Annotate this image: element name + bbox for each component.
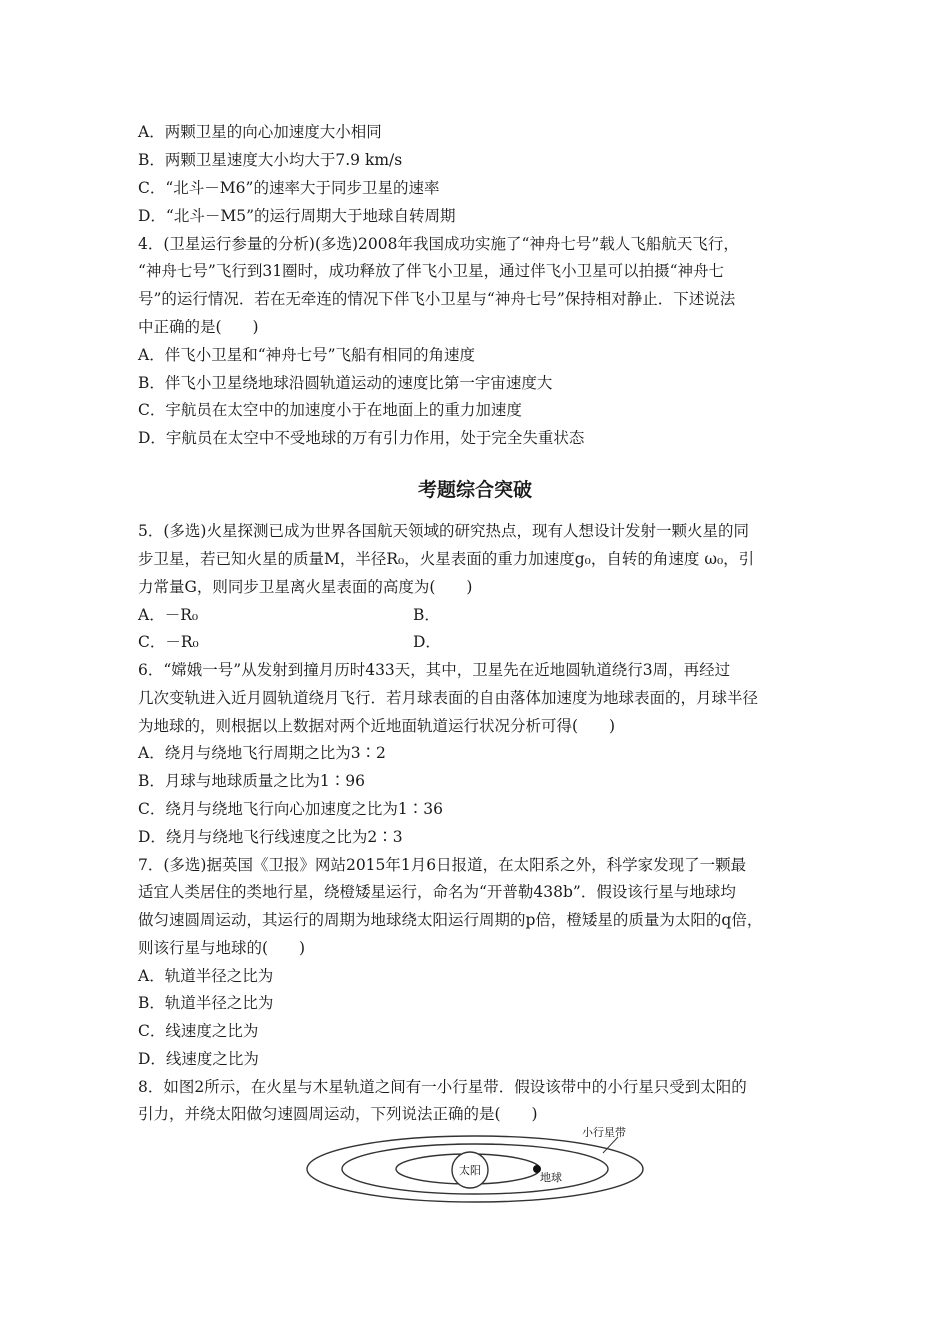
q3-option-c: C．“北斗－M6”的速率大于同步卫星的速率 (138, 179, 440, 197)
q5-option-b: B． (413, 606, 440, 624)
q8-stem-line-1: 8．如图2所示，在火星与木星轨道之间有一小行星带．假设该带中的小行星只受到太阳的 (138, 1078, 747, 1096)
q5-option-d: D． (413, 633, 441, 651)
q7-option-b: B．轨道半径之比为 (138, 994, 274, 1012)
earth-label: 地球 (540, 1171, 562, 1184)
q3-option-a: A．两颗卫星的向心加速度大小相同 (138, 123, 382, 141)
q4-option-d: D．宇航员在太空中不受地球的万有引力作用，处于完全失重状态 (138, 429, 585, 447)
section-title: 考题综合突破 (417, 479, 532, 501)
q6-stem-line-3: 为地球的，则根据以上数据对两个近地面轨道运行状况分析可得( ) (138, 717, 616, 735)
q7-stem-line-4: 则该行星与地球的( ) (138, 939, 306, 957)
q4-stem-line-3: 号”的运行情况．若在无牵连的情况下伴飞小卫星与“神舟七号”保持相对静止．下述说法 (138, 290, 736, 308)
asteroid-belt-label: 小行星带 (582, 1126, 626, 1139)
q4-option-c: C．宇航员在太空中的加速度小于在地面上的重力加速度 (138, 401, 522, 419)
q5-stem-line-2: 步卫星，若已知火星的质量M，半径R₀，火星表面的重力加速度g₀，自转的角速度 ω₀，引 (138, 550, 755, 568)
q8-stem-line-2: 引力，并绕太阳做匀速圆周运动，下列说法正确的是( ) (138, 1105, 538, 1123)
q4-option-b: B．伴飞小卫星绕地球沿圆轨道运动的速度比第一宇宙速度大 (138, 374, 553, 392)
q3-option-b: B．两颗卫星速度大小均大于7.9 km/s (138, 151, 403, 169)
q4-stem-line-4: 中正确的是( ) (138, 318, 259, 336)
q5-stem-line-1: 5．(多选)火星探测已成为世界各国航天领域的研究热点，现有人想设计发射一颗火星的同 (138, 522, 749, 540)
q6-option-c: C．绕月与绕地飞行向心加速度之比为1∶36 (138, 800, 443, 818)
q4-stem-line-1: 4．(卫星运行参量的分析)(多选)2008年我国成功实施了“神舟七号”载人飞船航天飞行， (138, 235, 739, 253)
q7-option-c: C．线速度之比为 (138, 1022, 259, 1040)
q7-stem-line-2: 适宜人类居住的类地行星，绕橙矮星运行，命名为“开普勒438b”．假设该行星与地球均 (138, 883, 736, 901)
q3-option-d: D．“北斗－M5”的运行周期大于地球自转周期 (138, 207, 456, 225)
sun-label: 太阳 (459, 1164, 481, 1177)
q5-option-a: A．－R₀ (138, 606, 199, 624)
q4-option-a: A．伴飞小卫星和“神舟七号”飞船有相同的角速度 (138, 346, 476, 364)
q7-stem-line-3: 做匀速圆周运动，其运行的周期为地球绕太阳运行周期的p倍，橙矮星的质量为太阳的q倍， (138, 911, 763, 929)
q6-stem-line-2: 几次变轨进入近月圆轨道绕月飞行．若月球表面的自由落体加速度为地球表面的，月球半径 (138, 689, 759, 707)
q6-option-d: D．绕月与绕地飞行线速度之比为2∶3 (138, 828, 403, 846)
q5-option-c: C．－R₀ (138, 633, 199, 651)
q6-option-a: A．绕月与绕地飞行周期之比为3∶2 (138, 744, 386, 762)
orbit-diagram (300, 1125, 660, 1205)
q7-option-d: D．线速度之比为 (138, 1050, 259, 1068)
q7-stem-line-1: 7．(多选)据英国《卫报》网站2015年1月6日报道，在太阳系之外，科学家发现了一颗最 (138, 856, 747, 874)
q6-option-b: B．月球与地球质量之比为1∶96 (138, 772, 365, 790)
q6-stem-line-1: 6．“嫦娥一号”从发射到撞月历时433天，其中，卫星先在近地圆轨道绕行3周，再经过 (138, 661, 731, 679)
q5-stem-line-3: 力常量G，则同步卫星离火星表面的高度为( ) (138, 578, 473, 596)
q7-option-a: A．轨道半径之比为 (138, 967, 274, 985)
q4-stem-line-2: “神舟七号”飞行到31圈时，成功释放了伴飞小卫星，通过伴飞小卫星可以拍摄“神舟七 (138, 262, 724, 280)
